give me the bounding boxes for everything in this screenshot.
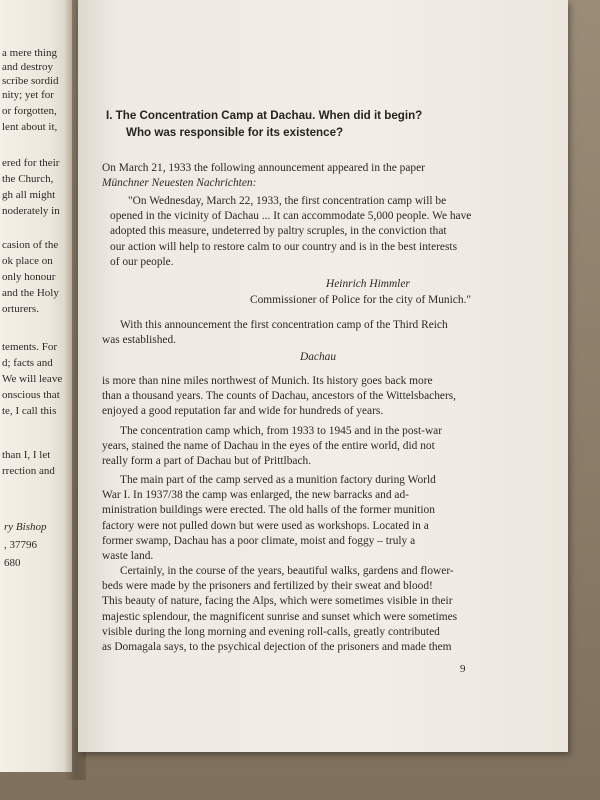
text-line: majestic splendour, the magnificent sunrise and sunset which were sometimes (102, 610, 458, 623)
text-line: This beauty of nature, facing the Alps, which were sometimes visible in their (102, 595, 453, 608)
text-line: former swamp, Dachau has a poor climate, moist and foggy – truly a (102, 534, 416, 547)
text-line: On March 21, 1933 the following announcement appeared in the paper (102, 162, 425, 174)
himmler-quote (110, 194, 538, 270)
left-page-line: d; facts and (2, 357, 53, 369)
left-page-line: only honour (2, 271, 56, 283)
left-page-line: scribe sordid (2, 75, 59, 87)
text-line: factory were not pulled down but were used as workshops. Located in a (102, 519, 429, 532)
text-line: The concentration camp which, from 1933 to 1945 and in the post-war (120, 425, 443, 437)
signature-name: Heinrich Himmler (326, 278, 410, 290)
text-line: War I. In 1937/38 the camp was enlarged, the new barracks and ad- (102, 489, 409, 502)
dachau-subheading: Dachau (300, 351, 337, 363)
text-line: "On Wednesday, March 22, 1933, the first concentration camp will be (128, 195, 447, 207)
left-page-line: or forgotten, (2, 105, 57, 117)
right-page (78, 0, 568, 752)
left-page-line: the Church, (2, 173, 54, 185)
left-page-line: te, I call this (2, 405, 57, 417)
left-page-line: than I, I let (2, 449, 51, 461)
left-page-line: , 37796 (4, 539, 37, 551)
text-line: enjoyed a good reputation far and wide for hundreds of years. (102, 405, 384, 418)
left-page-line: ry Bishop (4, 521, 47, 533)
text-line: waste land. (102, 549, 154, 562)
text-line: Certainly, in the course of the years, beautiful walks, gardens and flower- (120, 565, 454, 577)
chapter-heading (106, 107, 526, 141)
text-line: adopted this measure, undeterred by paltry scruples, in the conviction that (110, 225, 447, 238)
newspaper-name: Münchner Neuesten Nachrichten: (102, 177, 257, 190)
heading-line-2: Who was responsible for its existence? (126, 126, 344, 139)
left-page-line: ok place on (2, 255, 53, 267)
paragraph-3 (102, 473, 542, 564)
left-page-line: lent about it, (2, 121, 58, 133)
text-line: opened in the vicinity of Dachau ... It can accommodate 5,000 people. We have (110, 210, 472, 223)
text-line: is more than nine miles northwest of Munich. Its history goes back more (102, 375, 433, 387)
page-number: 9 (460, 663, 466, 675)
text-line: years, stained the name of Dachau in the eyes of the entire world, did not (102, 440, 435, 453)
left-page-line: orturers. (2, 303, 39, 315)
text-line: beds were made by the prisoners and fertilized by their sweat and blood! (102, 580, 433, 593)
text-line: ministration buildings were erected. The old halls of the former munition (102, 504, 435, 517)
left-page-line: gh all might (2, 189, 56, 201)
left-page-line: noderately in (2, 205, 60, 217)
text-line: than a thousand years. The counts of Dachau, ancestors of the Wittelsbachers, (102, 390, 457, 403)
text-line: was established. (102, 334, 177, 347)
paragraph-1 (102, 374, 542, 420)
left-page-line: and the Holy (2, 287, 59, 299)
left-page-line: casion of the (2, 239, 59, 251)
left-page-line: and destroy (2, 61, 54, 73)
intro-paragraph (102, 161, 542, 191)
left-page-line: a mere thing (2, 47, 57, 59)
text-line: really form a part of Dachau but of Prittlbach. (102, 455, 312, 468)
text-line: our action will help to restore calm to our country and is in the best interests (110, 240, 458, 253)
left-page-line: rrection and (2, 465, 55, 477)
announcement-paragraph (102, 318, 542, 348)
left-page-line: nity; yet for (2, 89, 54, 101)
text-line: With this announcement the first concentration camp of the Third Reich (120, 319, 448, 331)
signature-title: Commissioner of Police for the city of Munich." (250, 294, 472, 306)
paragraph-4 (102, 564, 542, 655)
left-page-line: tements. For (2, 341, 57, 353)
heading-line-1: I. The Concentration Camp at Dachau. When did it begin? (106, 109, 423, 122)
text-line: of our people. (110, 255, 174, 268)
left-page-line: We will leave (2, 373, 63, 385)
paragraph-2 (102, 424, 542, 470)
left-facing-page (0, 0, 72, 772)
left-page-line: 680 (4, 557, 21, 569)
text-line: as Domagala says, to the psychical dejection of the prisoners and made them (102, 640, 452, 653)
left-page-line: ered for their (2, 157, 60, 169)
left-page-line: onscious that (2, 389, 60, 401)
text-line: visible during the long morning and evening roll-calls, greatly contributed (102, 625, 440, 638)
text-line: The main part of the camp served as a munition factory during World (120, 474, 436, 486)
